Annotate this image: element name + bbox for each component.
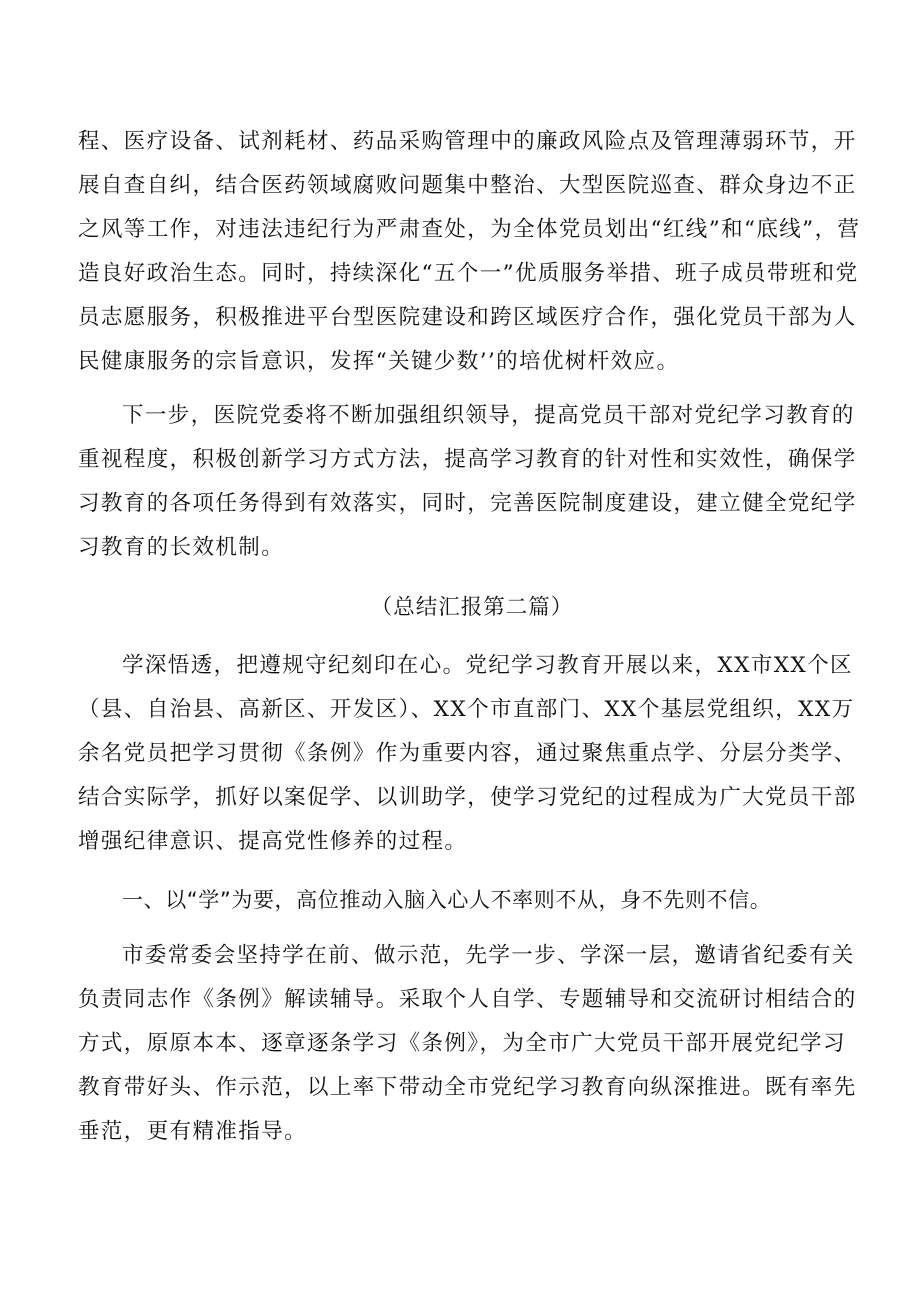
paragraph-next-steps: 下一步，医院党委将不断加强组织领导，提高党员干部对党纪学习教育的重视程度，积极创新学习方式方法，提高学习教育的针对性和实效性，确保学习教育的各项任务得到有效落实，同时，完善医院制度建设，建立健全党纪学习教育的长效机制。 (78, 403, 857, 560)
paragraph-intro: 学深悟透，把遵规守纪刻印在心。党纪学习教育开展以来，XX市XX个区（县、自治县、高新区、开发区）、XX个市直部门、XX个基层党组织，XX万余名党员把学习贯彻《条例》作为重要内容，通过聚焦重点学、分层分类学、结合实际学，抓好以案促学、以训助学，使学习党纪的过程成为广大党员干部增强纪律意识、提高党性修养的过程。 (78, 653, 857, 854)
paragraph-committee: 市委常委会坚持学在前、做示范，先学一步、学深一层，邀请省纪委有关负责同志作《条例》解读辅导。采取个人自学、专题辅导和交流研讨相结合的方式，原原本本、逐章逐条学习《条例》，为全市广大党员干部开展党纪学习教育带好头、作示范，以上率下带动全市党纪学习教育向纵深推进。既有率先垂范，更有精准指导。 (78, 943, 857, 1144)
paragraph-continuation: 程、医疗设备、试剂耗材、药品采购管理中的廉政风险点及管理薄弱环节，开展自查自纠，结合医药领域腐败问题集中整治、大型医院巡查、群众身边不正之风等工作，对违法违纪行为严肃查处，为全体党员划出“红线”和“底线”，营造良好政治生态。同时，持续深化“五个一”优质服务举措、班子成员带班和党员志愿服务，积极推进平台型医院建设和跨区域医疗合作，强化党员干部为人民健康服务的宗旨意识，发挥“关键少数’’的培优树杆效应。 (78, 129, 861, 374)
heading-one: 一、以“学”为要，高位推动入脑入心人不率则不从，身不先则不信。 (122, 888, 772, 912)
section-title: （总结汇报第二篇） (370, 595, 574, 620)
